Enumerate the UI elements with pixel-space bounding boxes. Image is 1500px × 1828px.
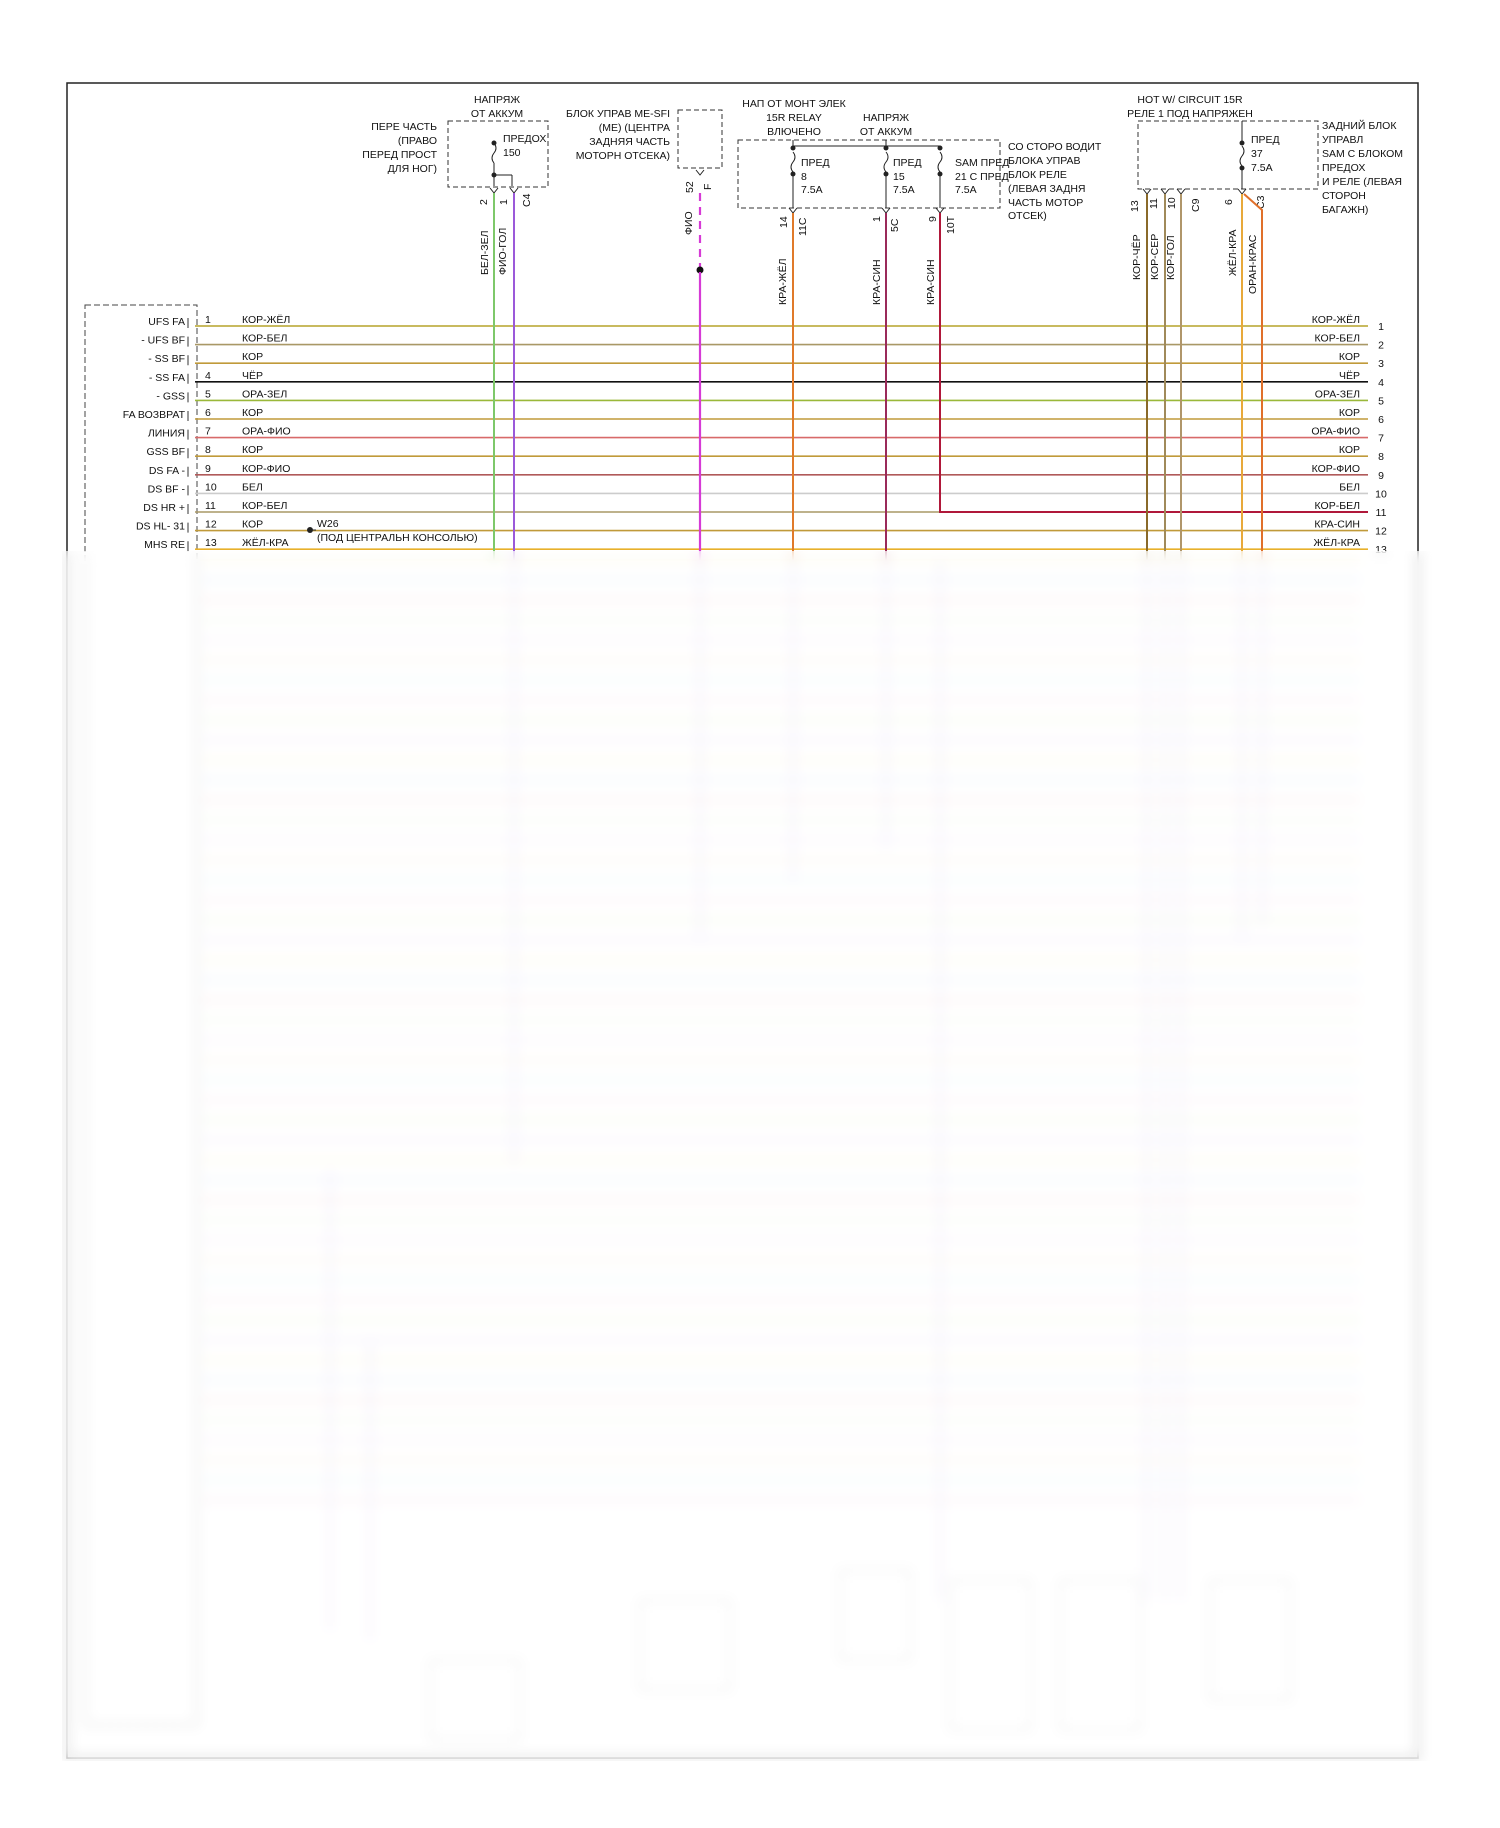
blurred-overlay [62,551,1432,1761]
battery-left-fuse-2: 150 [503,147,521,159]
row-wire-left: ЖЁЛ-КРА [242,537,289,550]
row-wire-right: ЖЁЛ-КРА [1313,537,1360,550]
relay-15r-title2-2: ОТ АККУМ [859,126,913,138]
rear-sam-block [1127,94,1403,216]
battery-left-desc-1: ПЕРЕ ЧАСТЬ [371,121,437,133]
rear-sam-desc-1: ЗАДНИЙ БЛОК [1322,120,1397,132]
vertical-wire-label: ФИО-ГОЛ [497,227,509,275]
row-pin-right: 3 [1378,358,1384,371]
vertical-wire [777,213,793,560]
row-pin: 8 [205,444,211,457]
relay-pin-1: 1 [871,216,883,222]
rear-sam-fuse-1: ПРЕД [1251,134,1280,146]
rear-sam-pin-c9: C9 [1190,198,1202,212]
battery-left-desc-3: ПЕРЕД ПРОСТ [362,149,437,161]
me-sfi-desc-2: (ME) (ЦЕНТРА [598,122,670,134]
relay-15r-title-2: 15R RELAY [766,112,822,124]
row-wire-right: ОРА-ФИО [1311,425,1360,438]
row-pin-right: 1 [1378,321,1384,333]
vertical-wire [1149,194,1165,560]
fuse-21-l1: SAM ПРЕД [955,157,1010,169]
row-wire-left: КОР [242,351,264,364]
battery-left-pin-c4: C4 [521,193,533,207]
row-pin: 6 [205,407,211,419]
row-pin-right: 6 [1378,414,1384,426]
row-signal: GSS BF [146,446,185,459]
rear-sam-pin-13: 13 [1129,200,1141,212]
row-pin: 5 [205,388,211,401]
fuse-8-l3: 7.5A [801,184,823,196]
relay-15r-title-3: ВЛЮЧЕНО [767,126,821,138]
fuse-8 [791,146,830,209]
battery-left-desc-4: ДЛЯ НОГ) [387,163,437,175]
rear-sam-pin-11: 11 [1148,198,1160,209]
row-signal: - UFS BF [141,334,185,347]
row-wire-left: БЕЛ [242,481,263,494]
connector-row [146,444,1384,463]
rear-sam-desc-7: БАГАЖН) [1322,204,1369,216]
fuse-15-l3: 7.5A [893,184,915,196]
row-wire-left: КОР [242,407,264,419]
vertical-wire [1244,194,1262,560]
connector-row [143,500,1386,519]
row-signal: UFS FA [148,316,185,328]
relay-15r-desc-3: БЛОК РЕЛЕ [1008,169,1067,181]
rear-sam-desc-3: SAM С БЛОКОМ [1322,148,1404,160]
rear-sam-title-2: РЕЛЕ 1 ПОД НАПРЯЖЕН [1127,108,1253,120]
me-sfi-block [566,108,722,193]
row-signal: - GSS [156,390,185,403]
relay-pin-5c: 5C [889,218,901,232]
row-wire-left: КОР-ФИО [242,462,291,475]
rear-sam-pin-10: 10 [1166,197,1178,209]
row-pin-right: 9 [1378,469,1384,482]
connector-row [148,426,1384,445]
me-sfi-desc-1: БЛОК УПРАВ ME-SFI [565,108,670,120]
battery-left-pin-1: 1 [498,199,510,205]
row-wire-right: КОР-БЕЛ [1314,332,1360,345]
relay-15r-desc-1: СО СТОРО ВОДИТ [1008,141,1102,153]
row-signal: - SS BF [148,353,185,366]
relay-15r-desc-5: ЧАСТЬ МОТОР [1008,197,1084,209]
row-signal: DS HR + [143,502,185,514]
rear-sam-fuse-2: 37 [1251,148,1263,160]
row-pin: 11 [205,500,216,512]
row-wire-left: КОР [242,518,264,531]
connector-row [149,463,1384,482]
vertical-wire-label: ФИО [683,211,695,235]
vertical-wire-label: КРА-СИН [925,259,937,305]
connector-rows [123,314,1387,556]
row-wire-right: КОР-БЕЛ [1314,500,1360,512]
connector-row [148,481,1387,500]
ground-w26-label: W26 [317,518,339,530]
connector-row [148,351,1384,370]
row-signal: MHS RE [144,539,185,552]
row-wire-right: БЕЛ [1339,481,1360,494]
fuse-15-l2: 15 [893,171,905,183]
battery-left-desc-2: (ПРАВО [397,135,437,147]
relay-pin-9: 9 [927,216,939,222]
row-signal: DS HL- 31 [135,520,185,533]
fuse-21 [938,146,1010,209]
battery-left-title-2: ОТ АККУМ [470,108,524,120]
rear-sam-desc-2: УПРАВЛ [1322,134,1364,146]
vertical-wire [1165,194,1181,560]
row-pin: 4 [205,369,211,382]
row-wire-right: КРА-СИН [1314,518,1360,531]
rear-sam-desc-4: ПРЕДОХ [1322,162,1366,174]
vertical-wire [497,193,514,560]
relay-15r-desc-6: ОТСЕК) [1008,210,1047,222]
vertical-wire-label: КРА-ЖЁЛ [777,258,789,305]
row-wire-left: КОР-БЕЛ [242,500,288,512]
vertical-wire-label: КРА-СИН [871,259,883,305]
row-signal: ЛИНИЯ [147,427,185,440]
row-pin-right: 4 [1378,376,1384,389]
row-wire-left: КОР-ЖЁЛ [242,314,291,326]
row-pin-right: 2 [1378,339,1384,352]
connector-row [141,333,1384,352]
row-wire-left: ЧЁР [242,369,264,382]
row-wire-right: КОР-ФИО [1311,462,1360,475]
row-signal: FA ВОЗВРАТ [122,409,185,421]
vertical-wire-label: КОР-СЕР [1149,233,1161,280]
rear-sam-fuse-3: 7.5A [1251,162,1273,174]
connector-row [149,370,1384,389]
fuse-21-l3: 7.5A [955,184,977,196]
rear-sam-pin-c3: C3 [1255,195,1267,209]
row-wire-right: ЧЁР [1338,369,1360,382]
relay-15r-desc-4: (ЛЕВАЯ ЗАДНЯ [1008,183,1086,195]
vertical-wire [871,213,886,560]
row-pin: 10 [205,481,217,494]
battery-left-pin-2: 2 [478,199,490,205]
rear-sam-desc-6: СТОРОН [1322,190,1366,202]
ground-w26-desc: (ПОД ЦЕНТРАЛЬН КОНСОЛЬЮ) [317,532,478,544]
vertical-wire-label: ОРАН-КРАС [1247,234,1259,294]
vertical-wire-label: ЖЁЛ-КРА [1227,229,1239,276]
relay-15r-title-1: НАП ОТ МОНТ ЭЛЕК [742,98,846,110]
row-pin-right: 10 [1375,488,1387,501]
battery-left-title-1: НАПРЯЖ [473,94,521,106]
connector-row [148,314,1384,333]
battery-left-block [362,94,548,207]
row-signal: DS BF - [147,483,185,496]
vertical-wire-label: БЕЛ-ЗЕЛ [479,230,491,275]
fuse-8-l2: 8 [801,171,807,183]
row-pin-right: 12 [1375,525,1387,538]
row-pin: 12 [205,518,217,531]
me-sfi-desc-4: МОТОРН ОТСЕКА) [575,150,670,162]
vertical-wire [683,193,704,560]
row-signal: DS FA - [148,464,185,477]
row-wire-right: КОР [1338,351,1360,364]
vertical-wire [479,193,494,560]
connector-row [123,407,1384,426]
me-sfi-pin-f: F [702,183,714,190]
rear-sam-title-1: HOT W/ CIRCUIT 15R [1137,94,1243,106]
rear-sam-desc-5: И РЕЛЕ (ЛЕВАЯ [1322,176,1402,188]
me-sfi-pin-52: 52 [684,181,696,193]
row-pin-right: 7 [1378,432,1384,445]
relay-pin-11c: 11C [797,217,809,236]
row-wire-left: ОРА-ФИО [242,425,291,438]
fuse-15 [884,146,922,209]
relay-pin-14: 14 [778,216,790,228]
row-wire-right: КОР-ЖЁЛ [1311,314,1360,326]
vertical-wire [1131,194,1147,560]
vertical-wire-label: КОР-ЧЁР [1131,234,1143,280]
connector-row [156,388,1384,407]
row-pin: 9 [205,462,211,475]
row-pin-right: 11 [1375,507,1387,519]
row-wire-right: КОР [1338,407,1360,419]
row-pin: 13 [205,537,217,550]
battery-left-fuse-1: ПРЕДОХ [503,133,547,145]
relay-15r-title2-1: НАПРЯЖ [862,112,910,124]
me-sfi-desc-3: ЗАДНЯЯ ЧАСТЬ [589,136,670,148]
row-wire-left: КОР-БЕЛ [242,332,288,345]
row-pin: 7 [205,425,211,438]
row-wire-left: КОР [242,444,264,457]
vertical-wire-label: КОР-ГОЛ [1165,235,1177,280]
row-wire-right: ОРА-ЗЕЛ [1314,388,1360,401]
vertical-wire [1227,194,1242,560]
vertical-wires [479,193,1368,560]
relay-pin-10t: 10T [945,215,957,234]
row-wire-right: КОР [1338,444,1360,457]
relay-15r-desc-2: БЛОКА УПРАВ [1008,155,1081,167]
fuse-15-l1: ПРЕД [893,157,922,169]
row-pin-right: 8 [1378,451,1384,464]
row-wire-left: ОРА-ЗЕЛ [242,388,288,401]
row-pin-right: 5 [1378,395,1384,408]
rear-sam-pin-6: 6 [1223,199,1235,205]
fuse-8-l1: ПРЕД [801,157,830,169]
row-signal: - SS FA [148,371,185,384]
row-pin: 1 [205,314,211,326]
fuse-21-l2: 21 С ПРЕД [955,171,1009,183]
